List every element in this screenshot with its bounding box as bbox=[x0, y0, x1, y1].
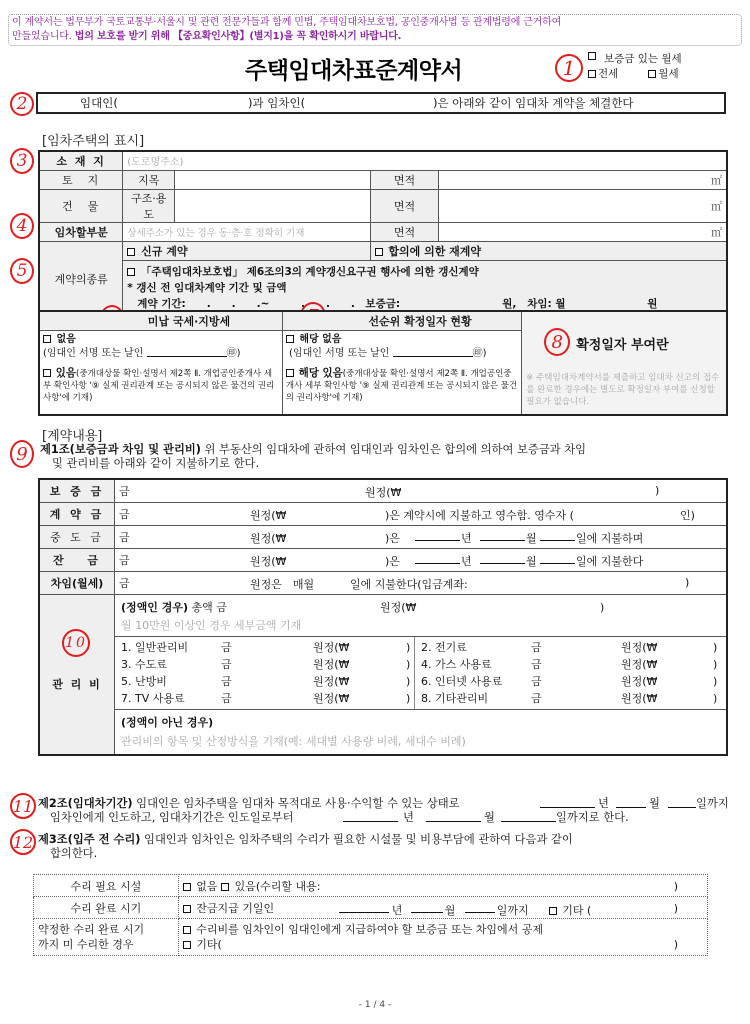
table-row bbox=[39, 594, 727, 755]
tax-body: 없음 (임대인 서명 또는 날인 ㊞) 있음(중개대상물 확인·설명서 제2쪽 Ⅱ. 개업공인중개사 세부 확인사항 '⑨ 실제 권리관계 또는 공시되지 않은 물건의 권리사항'에 기재) bbox=[39, 330, 282, 415]
interim-payment-field[interactable]: 금 원정(₩ )은 년 월 일에 지불하며 bbox=[115, 525, 728, 548]
payment-table bbox=[38, 478, 728, 756]
location-label: 소 재 지 bbox=[39, 151, 123, 170]
priority-sign-field[interactable] bbox=[393, 346, 473, 357]
article-3-title: 제3조(입주 전 수리) bbox=[38, 833, 141, 846]
fee-item[interactable]: 6. 인터넷 사용료 금 원정(₩ ) bbox=[421, 674, 718, 688]
tax-priority-table bbox=[38, 310, 728, 416]
monthly-rent-field[interactable]: 금 원정은 매월 일에 지불한다(입금계좌: ) bbox=[115, 571, 728, 594]
land-category-field[interactable] bbox=[175, 170, 370, 189]
parties-tail: )은 아래와 같이 임대차 계약을 체결한다 bbox=[433, 96, 634, 110]
checkbox-icon[interactable] bbox=[183, 926, 191, 934]
table-row: 잔 금 금 원정(₩ )은 년 월 일에 지불한다 bbox=[39, 548, 727, 571]
checkbox-icon[interactable] bbox=[286, 335, 294, 343]
parties-box bbox=[36, 92, 726, 114]
checkbox-icon[interactable] bbox=[375, 248, 383, 256]
annotation-12: 12 bbox=[10, 829, 36, 855]
checkbox-icon[interactable] bbox=[183, 905, 191, 913]
checkbox-icon[interactable] bbox=[43, 369, 51, 377]
tax-sign-field[interactable] bbox=[147, 346, 227, 357]
table-row: 계 약 금 금 원정(₩ )은 계약시에 지불하고 영수함. 영수자 ( 인) bbox=[39, 502, 727, 525]
management-fee-items bbox=[115, 637, 726, 710]
table-row: 보 증 금 금 원정(₩ ) bbox=[39, 479, 727, 502]
table-row: 수리 필요 시설 없음 있음(수리할 내용: ) bbox=[34, 875, 708, 897]
priority-header: 선순위 확정일자 현황 bbox=[282, 311, 521, 330]
prev-contract-note: * 갱신 전 임대차계약 기간 및 금액 bbox=[127, 282, 287, 295]
prev-contract-line: 계약 기간: . . .~ . . . 보증금: 원, 차임: 월 원 bbox=[137, 298, 658, 311]
priority-none-option[interactable]: 해당 없음 bbox=[286, 333, 518, 346]
down-payment-field[interactable]: 금 원정(₩ )은 계약시에 지불하고 영수함. 영수자 ( 인) bbox=[115, 502, 728, 525]
contract-heading: [계약내용] bbox=[42, 429, 103, 444]
property-table bbox=[38, 150, 728, 318]
tenant-label: )과 임차인( bbox=[248, 96, 306, 110]
annotation-5: 5 bbox=[10, 258, 34, 284]
location-field[interactable]: (도로명주소) bbox=[123, 151, 727, 170]
tax-header: 미납 국세·지방세 bbox=[39, 311, 282, 330]
kind-new-option[interactable]: 신규 계약 bbox=[123, 241, 370, 260]
table-row: 약정한 수리 완료 시기 까지 미 수리한 경우 수리비를 임차인이 임대인에게 지급하여야 할 보증금 또는 차임에서 공제 기타( ) bbox=[34, 919, 708, 956]
land-area-label: 면적 bbox=[370, 170, 439, 189]
fee-item[interactable]: 3. 수도료 금 원정(₩ ) bbox=[121, 657, 411, 671]
option-monthly[interactable]: 월세 bbox=[648, 67, 678, 82]
leased-part-field[interactable]: 상세주소가 있는 경우 동·층·호 정확히 기재 bbox=[123, 222, 370, 241]
article-1: 제1조(보증금과 차임 및 관리비) 위 부동산의 임대차에 관하여 임대인과 임차인은 합의에 의하여 보증금과 차임 및 관리비를 아래와 같이 지불하기로 한다. bbox=[40, 443, 587, 470]
repair-unfinished-field: 수리비를 임차인이 임대인에게 지급하여야 할 보증금 또는 차임에서 공제 기타( ) bbox=[178, 919, 707, 956]
kind-renew-agree-option[interactable]: 합의에 의한 재계약 bbox=[370, 241, 727, 260]
fixed-date-cell bbox=[522, 311, 727, 415]
notice-line2-bold: 법의 보호를 받기 위해 【중요확인사항】(별지1)을 꼭 확인하시기 바랍니다. bbox=[74, 31, 402, 42]
contract-kind-label: 계약의종류 bbox=[39, 241, 123, 317]
deposit-field[interactable]: 금 원정(₩ ) bbox=[115, 479, 728, 502]
fee-item[interactable]: 5. 난방비 금 원정(₩ ) bbox=[121, 674, 411, 688]
fee-item[interactable]: 4. 가스 사용료 금 원정(₩ ) bbox=[421, 657, 718, 671]
checkbox-icon[interactable] bbox=[221, 883, 229, 891]
priority-body: 해당 없음 (임대인 서명 또는 날인 ㊞) 해당 있음(중개대상물 확인·설명서 제2쪽 Ⅱ. 개업공인중개사 세부 확인사항 '⑨ 실제 권리관계 또는 공시되지 않은 물건의 권리사항'에 기재) bbox=[282, 330, 521, 415]
annotation-8: 8 bbox=[544, 328, 570, 356]
building-label: 건 물 bbox=[39, 189, 123, 222]
building-structure-label: 구조·용도 bbox=[123, 189, 175, 222]
article-1-title: 제1조(보증금과 차임 및 관리비) bbox=[40, 443, 201, 456]
building-area-field[interactable]: ㎡ bbox=[439, 189, 727, 222]
fee-item[interactable]: 2. 전기료 금 원정(₩ ) bbox=[421, 640, 718, 654]
checkbox-icon[interactable] bbox=[127, 268, 135, 276]
building-structure-field[interactable] bbox=[175, 189, 370, 222]
option-deposit-monthly[interactable]: 보증금 있는 월세 bbox=[588, 52, 682, 67]
checkbox-icon[interactable] bbox=[286, 369, 294, 377]
priority-exists-option[interactable]: 해당 있음(중개대상물 확인·설명서 제2쪽 Ⅱ. 개업공인중개사 세부 확인사항 '⑨ 실제 권리관계 또는 공시되지 않은 물건의 권리사항'에 기재) bbox=[285, 366, 518, 403]
notice-line2: 만들었습니다. bbox=[12, 31, 72, 42]
page-title: 주택임대차표준계약서 bbox=[245, 58, 463, 84]
page-number: - 1 / 4 - bbox=[358, 1000, 392, 1010]
leased-area-field[interactable]: ㎡ bbox=[439, 222, 727, 241]
repair-completion-field: 잔금지급 기일인 년 월 일까지 기타 ( ) bbox=[178, 897, 707, 919]
notice-banner bbox=[8, 14, 742, 46]
contract-type-options bbox=[588, 52, 682, 82]
land-category-label: 지목 bbox=[123, 170, 175, 189]
building-area-label: 면적 bbox=[370, 189, 439, 222]
table-row: 차임(월세) 금 원정은 매월 일에 지불한다(입금계좌: ) bbox=[39, 571, 727, 594]
checkbox-icon[interactable] bbox=[127, 248, 135, 256]
annotation-1: 1 bbox=[555, 54, 583, 82]
kind-renew-right-option[interactable]: 「주택임대차보호법」 제6조의3의 계약갱신요구권 행사에 의한 갱신계약 bbox=[127, 264, 722, 280]
annotation-4: 4 bbox=[10, 213, 34, 239]
annotation-11: 11 bbox=[10, 793, 36, 819]
checkbox-icon[interactable] bbox=[183, 941, 191, 949]
annotation-10: 10 bbox=[62, 629, 90, 657]
balance-field[interactable]: 금 원정(₩ )은 년 월 일에 지불한다 bbox=[115, 548, 728, 571]
kind-renew-right-cell bbox=[123, 260, 727, 317]
fee-item[interactable]: 8. 기타관리비 금 원정(₩ ) bbox=[421, 691, 718, 705]
management-fee-cell: (정액인 경우) 총액 금 원정(₩ ) 월 10만원 이상인 경우 세부금액 기재 1. 일반관리비 금 원정(₩ ) 3. 수도료 금 원정(₩ ) 5. 난방비 금 원정(₩ ) 7. TV 사용료 금 원정(₩ ) 2. 전기료 금 원정(₩ ) 4. 가스 사용료 금 원정(₩ ) 6. 인터넷 사용료 금 원정(₩ ) 8. 기타관리비 금 원정(₩ ) (정액이 아닌 경우) 관리비의 항목 및 산정방식을 기재(예: 세대별 사용량 비례, 세대수 비례) bbox=[115, 594, 728, 755]
fee-item[interactable]: 7. TV 사용료 금 원정(₩ ) bbox=[121, 691, 411, 705]
table-row: 수리 완료 시기 잔금지급 기일인 년 월 일까지 기타 ( ) bbox=[34, 897, 708, 919]
checkbox-icon[interactable] bbox=[43, 335, 51, 343]
fixed-date-header: 확정일자 부여란 bbox=[576, 338, 669, 353]
annotation-9: 9 bbox=[10, 440, 34, 468]
article-3: 제3조(입주 전 수리) 임대인과 임차인은 임차주택의 수리가 필요한 시설물 및 비용부담에 관하여 다음과 같이 합의한다. bbox=[38, 833, 573, 860]
fee-item[interactable]: 1. 일반관리비 금 원정(₩ ) bbox=[121, 640, 411, 654]
option-jeonse[interactable]: 전세 bbox=[588, 67, 618, 82]
fixed-date-note: ※ 주택임대차계약서를 제출하고 임대차 신고의 접수를 완료한 경우에는 별도로 확정일자 부여를 신청할 필요가 없습니다. bbox=[526, 373, 720, 407]
article-2-title: 제2조(임대차기간) bbox=[38, 797, 133, 810]
table-row: 중 도 금 금 원정(₩ )은 년 월 일에 지불하며 bbox=[39, 525, 727, 548]
checkbox-icon[interactable] bbox=[588, 70, 596, 78]
management-fee-nonfixed[interactable]: (정액이 아닌 경우) 관리비의 항목 및 산정방식을 기재(예: 세대별 사용량 비례, 세대수 비례) bbox=[121, 715, 466, 748]
property-heading: [임차주택의 표시] bbox=[42, 134, 145, 149]
tax-exists-option[interactable]: 있음(중개대상물 확인·설명서 제2쪽 Ⅱ. 개업공인중개사 세부 확인사항 '⑨ 실제 권리관계 또는 공시되지 않은 물건의 권리사항'에 기재) bbox=[43, 366, 275, 403]
repair-table bbox=[33, 874, 708, 956]
checkbox-icon[interactable] bbox=[183, 883, 191, 891]
article-2: 제2조(임대차기간) 임대인은 임차주택을 임대차 목적대로 사용·수익할 수 있는 상태로 년 월 일까지 임차인에게 인도하고, 임대차기간은 인도일로부터 년 월 일까지로 한다. bbox=[38, 797, 729, 824]
leased-part-label: 임차할부분 bbox=[39, 222, 123, 241]
land-label: 토 지 bbox=[39, 170, 123, 189]
checkbox-icon[interactable] bbox=[549, 907, 557, 915]
management-fee-label: 10 관 리 비 bbox=[39, 594, 115, 755]
land-area-field[interactable]: ㎡ bbox=[439, 170, 727, 189]
tax-none-option[interactable]: 없음 bbox=[43, 333, 279, 346]
notice-line1: 이 계약서는 법무부가 국토교통부·서울시 및 관련 전문가들과 함께 민법, 주택임대차보호법, 공인중개사법 등 관계법령에 근거하여 bbox=[12, 17, 562, 28]
annotation-2: 2 bbox=[10, 92, 34, 116]
annotation-3: 3 bbox=[10, 148, 34, 174]
checkbox-icon[interactable] bbox=[648, 70, 656, 78]
checkbox-icon[interactable] bbox=[588, 52, 596, 60]
leased-area-label: 면적 bbox=[370, 222, 439, 241]
landlord-label: 임대인( bbox=[80, 96, 118, 110]
repair-needed-field: 없음 있음(수리할 내용: ) bbox=[178, 875, 707, 897]
